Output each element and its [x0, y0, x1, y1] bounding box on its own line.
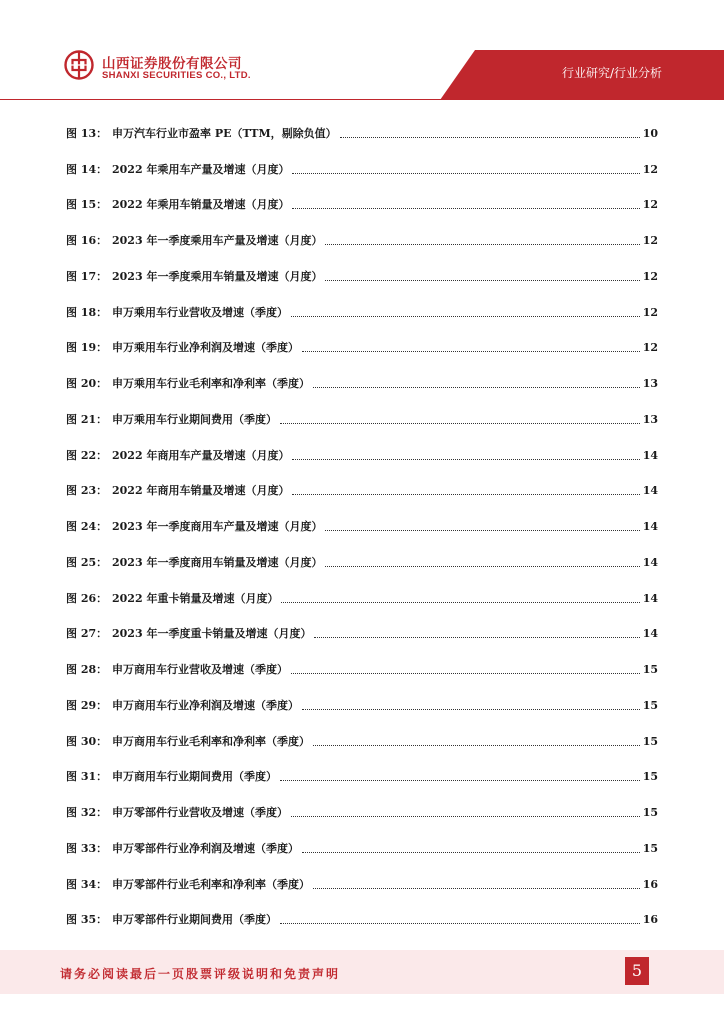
toc-entry[interactable]	[66, 116, 658, 152]
toc-entry-page[interactable]: 14	[642, 627, 658, 641]
toc-entry[interactable]	[66, 724, 658, 760]
toc-entry-page[interactable]: 12	[642, 234, 658, 248]
toc-dot-leader	[302, 708, 640, 710]
toc-dot-leader	[340, 136, 640, 138]
toc-entry-label: 图 27：	[66, 627, 108, 641]
toc-entry-label: 图 31：	[66, 770, 108, 784]
page-footer	[0, 950, 724, 994]
toc-entry-title[interactable]: 2022 年商用车产量及增速（月度）	[112, 448, 290, 462]
toc-entry-page[interactable]: 15	[642, 698, 658, 712]
toc-entry-title[interactable]: 2023 年一季度乘用车销量及增速（月度）	[112, 269, 323, 283]
toc-entry[interactable]	[66, 366, 658, 402]
toc-entry-page[interactable]: 16	[642, 913, 658, 927]
toc-entry-title[interactable]: 申万商用车行业净利润及增速（季度）	[112, 698, 299, 712]
toc-entry-label: 图 24：	[66, 520, 108, 534]
toc-entry-page[interactable]: 15	[642, 734, 658, 748]
toc-entry-label: 图 13：	[66, 126, 108, 140]
toc-entry-label: 图 16：	[66, 234, 108, 248]
toc-entry-page[interactable]: 12	[642, 269, 658, 283]
toc-entry-label: 图 21：	[66, 412, 108, 426]
toc-entry[interactable]	[66, 795, 658, 831]
toc-entry-page[interactable]: 14	[642, 591, 658, 605]
toc-entry[interactable]	[66, 760, 658, 796]
toc-entry-page[interactable]: 14	[642, 484, 658, 498]
toc-entry-label: 图 33：	[66, 841, 108, 855]
toc-entry-title[interactable]: 申万乘用车行业净利润及增速（季度）	[112, 341, 299, 355]
toc-entry[interactable]	[66, 438, 658, 474]
toc-entry-title[interactable]: 2023 年一季度商用车产量及增速（月度）	[112, 520, 323, 534]
toc-dot-leader	[291, 315, 640, 317]
toc-dot-leader	[302, 851, 640, 853]
toc-entry-title[interactable]: 申万零部件行业期间费用（季度）	[112, 913, 277, 927]
toc-entry-page[interactable]: 12	[642, 198, 658, 212]
toc-entry-title[interactable]: 2022 年商用车销量及增速（月度）	[112, 484, 290, 498]
toc-dot-leader	[292, 172, 639, 174]
toc-dot-leader	[292, 493, 639, 495]
toc-entry-title[interactable]: 申万零部件行业营收及增速（季度）	[112, 806, 288, 820]
page-header	[0, 0, 724, 100]
toc-entry-title[interactable]: 申万商用车行业期间费用（季度）	[112, 770, 277, 784]
toc-entry-title[interactable]: 2022 年乘用车销量及增速（月度）	[112, 198, 290, 212]
toc-entry[interactable]	[66, 867, 658, 903]
toc-entry-page[interactable]: 14	[642, 555, 658, 569]
toc-entry[interactable]	[66, 152, 658, 188]
toc-entry-label: 图 17：	[66, 269, 108, 283]
toc-entry[interactable]	[66, 652, 658, 688]
toc-entry[interactable]	[66, 188, 658, 224]
toc-entry-label: 图 34：	[66, 877, 108, 891]
toc-entry-label: 图 26：	[66, 591, 108, 605]
toc-dot-leader	[325, 243, 639, 245]
toc-entry-page[interactable]: 10	[642, 126, 658, 140]
toc-entry-title[interactable]: 2022 年乘用车产量及增速（月度）	[112, 162, 290, 176]
toc-entry-title[interactable]: 2023 年一季度重卡销量及增速（月度）	[112, 627, 312, 641]
toc-entry-page[interactable]: 16	[642, 877, 658, 891]
toc-entry-page[interactable]: 15	[642, 806, 658, 820]
page-number: 5	[625, 957, 649, 985]
toc-entry-title[interactable]: 2023 年一季度商用车销量及增速（月度）	[112, 555, 323, 569]
toc-entry-title[interactable]: 申万零部件行业毛利率和净利率（季度）	[112, 877, 310, 891]
toc-entry-page[interactable]: 12	[642, 305, 658, 319]
figure-index-list	[66, 116, 658, 938]
toc-dot-leader	[314, 636, 639, 638]
toc-entry[interactable]	[66, 331, 658, 367]
toc-entry[interactable]	[66, 688, 658, 724]
toc-dot-leader	[280, 422, 640, 424]
toc-entry[interactable]	[66, 474, 658, 510]
toc-entry-title[interactable]: 申万乘用车行业营收及增速（季度）	[112, 305, 288, 319]
toc-dot-leader	[280, 922, 640, 924]
company-name-en: SHANXI SECURITIES CO., LTD.	[102, 70, 251, 81]
toc-entry-label: 图 14：	[66, 162, 108, 176]
shanxi-securities-logo-icon	[64, 50, 94, 80]
toc-entry[interactable]	[66, 223, 658, 259]
disclaimer-text: 请务必阅读最后一页股票评级说明和免责声明	[60, 967, 341, 981]
toc-entry-label: 图 22：	[66, 448, 108, 462]
company-name-cn: 山西证券股份有限公司	[102, 56, 242, 72]
toc-dot-leader	[291, 815, 640, 817]
toc-entry-page[interactable]: 15	[642, 770, 658, 784]
toc-dot-leader	[291, 672, 640, 674]
toc-entry-page[interactable]: 12	[642, 341, 658, 355]
toc-entry-title[interactable]: 申万商用车行业毛利率和净利率（季度）	[112, 734, 310, 748]
toc-entry[interactable]	[66, 259, 658, 295]
toc-entry-label: 图 25：	[66, 555, 108, 569]
toc-entry-title[interactable]: 2022 年重卡销量及增速（月度）	[112, 591, 279, 605]
toc-entry-title[interactable]: 申万零部件行业净利润及增速（季度）	[112, 841, 299, 855]
toc-entry-page[interactable]: 13	[642, 377, 658, 391]
toc-entry-label: 图 19：	[66, 341, 108, 355]
toc-entry-label: 图 23：	[66, 484, 108, 498]
toc-entry-label: 图 15：	[66, 198, 108, 212]
toc-dot-leader	[292, 458, 639, 460]
toc-entry[interactable]	[66, 509, 658, 545]
toc-entry-label: 图 32：	[66, 806, 108, 820]
toc-entry-title[interactable]: 申万乘用车行业期间费用（季度）	[112, 412, 277, 426]
toc-entry-title[interactable]: 申万汽车行业市盈率 PE（TTM，剔除负值）	[112, 126, 337, 140]
toc-entry-label: 图 18：	[66, 305, 108, 319]
toc-dot-leader	[313, 887, 640, 889]
report-category: 行业研究/行业分析	[561, 66, 662, 80]
toc-entry-label: 图 30：	[66, 734, 108, 748]
toc-entry-page[interactable]: 14	[642, 520, 658, 534]
toc-entry-page[interactable]: 15	[642, 841, 658, 855]
toc-entry-label: 图 35：	[66, 913, 108, 927]
toc-entry-title[interactable]: 申万乘用车行业毛利率和净利率（季度）	[112, 377, 310, 391]
toc-entry-page[interactable]: 14	[642, 448, 658, 462]
toc-dot-leader	[325, 529, 639, 531]
toc-dot-leader	[302, 350, 640, 352]
toc-dot-leader	[292, 207, 639, 209]
toc-dot-leader	[280, 779, 640, 781]
toc-entry-label: 图 28：	[66, 663, 108, 677]
toc-entry-page[interactable]: 13	[642, 412, 658, 426]
toc-dot-leader	[313, 386, 640, 388]
toc-dot-leader	[281, 601, 639, 603]
toc-entry-page[interactable]: 12	[642, 162, 658, 176]
toc-entry[interactable]	[66, 581, 658, 617]
toc-dot-leader	[325, 279, 639, 281]
toc-entry[interactable]	[66, 402, 658, 438]
toc-entry-title[interactable]: 申万商用车行业营收及增速（季度）	[112, 663, 288, 677]
toc-entry[interactable]	[66, 545, 658, 581]
toc-dot-leader	[313, 744, 640, 746]
toc-entry[interactable]	[66, 831, 658, 867]
toc-entry-page[interactable]: 15	[642, 663, 658, 677]
toc-entry-title[interactable]: 2023 年一季度乘用车产量及增速（月度）	[112, 234, 323, 248]
toc-entry[interactable]	[66, 617, 658, 653]
toc-entry-label: 图 29：	[66, 698, 108, 712]
toc-entry-label: 图 20：	[66, 377, 108, 391]
toc-dot-leader	[325, 565, 639, 567]
toc-entry[interactable]	[66, 903, 658, 939]
toc-entry[interactable]	[66, 295, 658, 331]
